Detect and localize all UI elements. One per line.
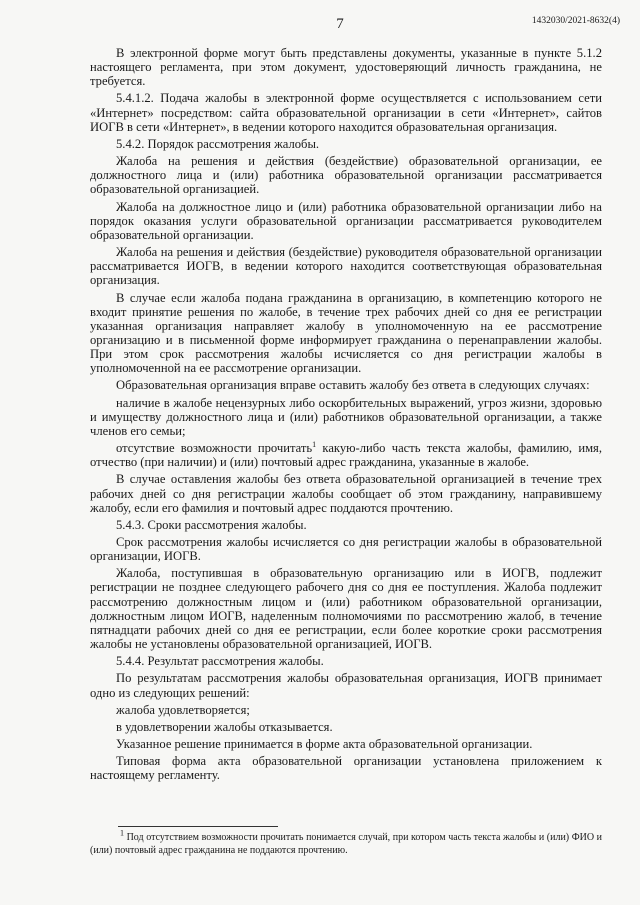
paragraph: Жалоба на решения и действия (бездействие) образовательной организации, ее должностного лица и (или) работника образовательной организации рассматривается образовательной организацией.	[90, 154, 602, 197]
footnote-text: Под отсутствием возможности прочитать понимается случай, при котором часть текста жалобы и (или) ФИО и (или) почтовый адрес гражданина не поддаются прочтению.	[90, 832, 602, 856]
page-number: 7	[336, 16, 344, 32]
paragraph: Типовая форма акта образовательной организации установлена приложением к настоящему регламенту.	[90, 754, 602, 783]
section-heading: 5.4.4. Результат рассмотрения жалобы.	[116, 654, 324, 669]
footnote-number: 1	[120, 828, 124, 838]
footnote-para-text: какую-либо часть текста жалобы, фамилию, имя, отчество (при наличии) и (или) почтовый адрес гражданина, указанные в жалобе.	[90, 441, 603, 470]
paragraph: 5.4.1.2. Подача жалобы в электронной форме осуществляется с использованием сети «Интернет» посредством: сайта образовательной организации в сети «Интернет», сайтов ИОГВ в сети «Интернет», в ведении которого находится образовательная организация.	[90, 91, 602, 134]
section-heading: 5.4.2. Порядок рассмотрения жалобы.	[116, 136, 320, 151]
section-heading: 5.4.3. Сроки рассмотрения жалобы.	[116, 517, 307, 532]
paragraph: Указанное решение принимается в форме акта образовательной организации.	[116, 737, 533, 752]
paragraph: По результатам рассмотрения жалобы образовательная организация, ИОГВ принимает одно из следующих решений:	[90, 671, 602, 700]
list-item: жалоба удовлетворяется;	[116, 702, 250, 717]
document-body	[90, 46, 602, 783]
paragraph: В электронной форме могут быть представлены документы, указанные в пункте 5.1.2 настоящего регламента, при этом документ, удостоверяющий личность гражданина, не требуется.	[90, 46, 602, 89]
paragraph: В случае оставления жалобы без ответа образовательной организацией в течение трех рабочих дней со дня регистрации жалобы сообщает об этом гражданину, направившему жалобу, если его фамилия и почтовый адрес поддаются прочтению.	[90, 472, 602, 515]
document-number: 1432030/2021-8632(4)	[531, 16, 620, 26]
list-item: наличие в жалобе нецензурных либо оскорбительных выражений, угроз жизни, здоровью и имуществу должностного лица и (или) работников образовательной организации, а также членов его семьи;	[90, 395, 602, 438]
list-item-with-footnote	[90, 441, 602, 469]
list-item: в удовлетворении жалобы отказывается.	[116, 719, 333, 734]
paragraph: Жалоба на решения и действия (бездействие) руководителя образовательной организации рассматривается ИОГВ, в ведении которого находится соответствующая образовательная организация.	[90, 245, 602, 288]
paragraph: Жалоба на должностное лицо и (или) работника образовательной организации либо на порядок оказания услуги образовательной организации рассматривается руководителем образовательной организации.	[90, 199, 602, 242]
footnote-marker: 1	[312, 439, 317, 449]
paragraph: Образовательная организация вправе оставить жалобу без ответа в следующих случаях:	[116, 378, 590, 393]
footnote-para-text: отсутствие возможности прочитать	[116, 441, 313, 456]
paragraph: Срок рассмотрения жалобы исчисляется со дня регистрации жалобы в образовательной организации, ИОГВ.	[90, 535, 602, 564]
paragraph: Жалоба, поступившая в образовательную организацию или в ИОГВ, подлежит регистрации не позднее следующего рабочего дня со дня ее поступления. Жалоба подлежит рассмотрению должностным лицом и (или) работником образовательной организации, должностным лицом ИОГВ, наделенным полномочиями по рассмотрению жалоб, в течение пятнадцати рабочих дней со дня ее регистрации, если более короткие сроки рассмотрения жалобы не установлены образовательной организацией, ИОГВ.	[90, 566, 602, 652]
footnote	[90, 828, 602, 857]
paragraph: В случае если жалоба подана гражданина в организацию, в компетенцию которого не входит принятие решения по жалобе, в течение трех рабочих дней со дня ее регистрации указанная организация направляет жалобу в уполномоченную на ее рассмотрение организацию и в письменной форме информирует гражданина о перенаправлении жалобы. При этом срок рассмотрения жалобы исчисляется со дня регистрации жалобы в уполномоченной на ее рассмотрение организации.	[90, 290, 602, 376]
footnote-divider	[118, 826, 278, 827]
